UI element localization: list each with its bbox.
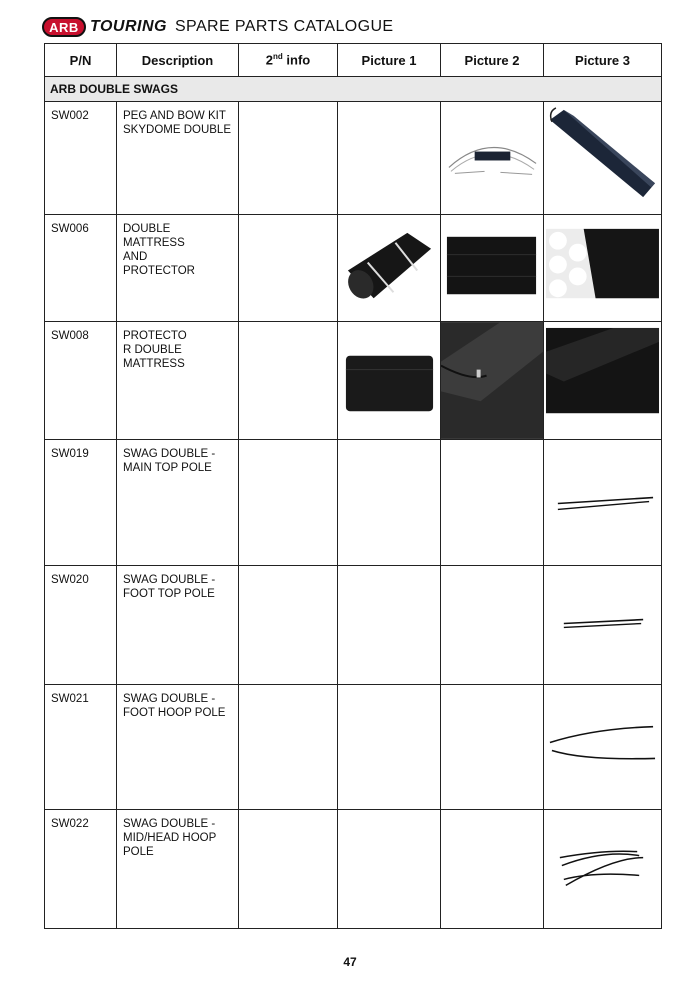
table-row <box>45 440 662 566</box>
section-row <box>45 77 662 102</box>
column-header-pn: P/N <box>45 44 117 77</box>
peg-and-bow-kit-image <box>441 102 543 214</box>
picture-2-cell <box>441 566 544 685</box>
picture-3-cell <box>544 215 662 322</box>
picture-2-cell <box>441 440 544 566</box>
second-info-cell <box>239 685 338 810</box>
part-number: SW002 <box>45 102 117 215</box>
table-row <box>45 102 662 215</box>
second-info-cell <box>239 440 338 566</box>
catalogue-title: SPARE PARTS CATALOGUE <box>174 18 394 35</box>
foam-mattress-image <box>544 215 661 321</box>
picture-3-cell <box>544 566 662 685</box>
storage-bag-image <box>544 102 661 214</box>
picture-2-cell <box>441 102 544 215</box>
info-header-label: info <box>282 52 311 68</box>
part-description: SWAG DOUBLE - FOOT TOP POLE <box>117 566 239 685</box>
picture-1-cell <box>338 322 441 440</box>
info-header-number: 2 <box>265 52 273 68</box>
part-description: DOUBLE MATTRESS AND PROTECTOR <box>117 215 239 322</box>
picture-3-cell <box>544 322 662 440</box>
catalogue-header <box>42 16 394 38</box>
second-info-cell <box>239 810 338 929</box>
second-info-cell <box>239 566 338 685</box>
second-info-cell <box>239 102 338 215</box>
part-description: SWAG DOUBLE - MID/HEAD HOOP POLE <box>117 810 239 929</box>
arb-logo: ARB <box>42 17 86 37</box>
fabric-closeup-image <box>544 322 661 439</box>
column-header-picture-3: Picture 3 <box>544 44 662 77</box>
mid-head-hoop-pole-image <box>544 810 661 928</box>
part-number: SW021 <box>45 685 117 810</box>
main-top-pole-image <box>544 440 661 565</box>
part-description: SWAG DOUBLE - MAIN TOP POLE <box>117 440 239 566</box>
parts-table <box>44 43 662 929</box>
column-header-description: Description <box>117 44 239 77</box>
table-row <box>45 322 662 440</box>
picture-3-cell <box>544 440 662 566</box>
table-row <box>45 566 662 685</box>
column-header-2nd-info <box>239 44 338 77</box>
picture-1-cell <box>338 440 441 566</box>
picture-1-cell <box>338 685 441 810</box>
table-row <box>45 685 662 810</box>
table-row <box>45 810 662 929</box>
second-info-cell <box>239 322 338 440</box>
picture-3-cell <box>544 102 662 215</box>
picture-2-cell <box>441 322 544 440</box>
part-number: SW008 <box>45 322 117 440</box>
column-header-picture-1: Picture 1 <box>338 44 441 77</box>
table-row <box>45 215 662 322</box>
foot-hoop-pole-image <box>544 685 661 809</box>
part-description: PROTECTO R DOUBLE MATTRESS <box>117 322 239 440</box>
part-number: SW020 <box>45 566 117 685</box>
part-description: PEG AND BOW KIT SKYDOME DOUBLE <box>117 102 239 215</box>
part-number: SW022 <box>45 810 117 929</box>
page-number: 47 <box>343 955 357 969</box>
info-header-superscript: nd <box>273 52 283 62</box>
part-description: SWAG DOUBLE - FOOT HOOP POLE <box>117 685 239 810</box>
protector-zip-corner-image <box>441 322 543 439</box>
folded-protector-image <box>338 322 440 439</box>
picture-1-cell <box>338 102 441 215</box>
picture-1-cell <box>338 215 441 322</box>
section-title: ARB DOUBLE SWAGS <box>45 77 662 102</box>
rolled-mattress-image <box>338 215 440 321</box>
table-header-row <box>45 44 662 77</box>
mattress-protector-image <box>441 215 543 321</box>
picture-1-cell <box>338 566 441 685</box>
picture-2-cell <box>441 215 544 322</box>
picture-2-cell <box>441 685 544 810</box>
part-number: SW019 <box>45 440 117 566</box>
picture-3-cell <box>544 685 662 810</box>
column-header-picture-2: Picture 2 <box>441 44 544 77</box>
picture-2-cell <box>441 810 544 929</box>
foot-top-pole-image <box>544 566 661 684</box>
second-info-cell <box>239 215 338 322</box>
part-number: SW006 <box>45 215 117 322</box>
picture-3-cell <box>544 810 662 929</box>
picture-1-cell <box>338 810 441 929</box>
touring-logo: TOURING <box>90 18 167 35</box>
